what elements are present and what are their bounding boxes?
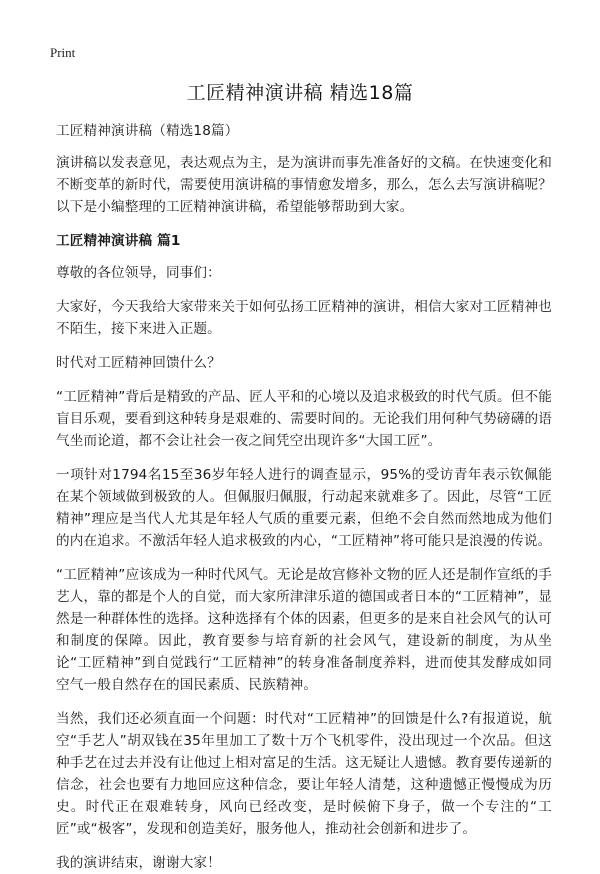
page-title: 工匠精神演讲稿 精选18篇 <box>186 82 414 104</box>
paragraph-body-4: 当然，我们还必须直面一个问题：时代对“工匠精神”的回馈是什么?有报道说，航空“手艺人”胡双钱在35年里加工了数十万个飞机零件，没出现过一个次品。但这种手艺在过去并没有让他过上相对富足的生活。这无疑让人遗憾。教育要传递新的信念，社会也要有力地回应这种信念，要让年轻人清楚，这种遗憾正慢慢成为历史。时代正在艰难转身，风向已经改变，是时候俯下身子，做一个专注的“工匠”或“极客”，发现和创造美好，服务他人，推动社会创新和进步了。 <box>56 711 552 837</box>
paragraph-body-1: “工匠精神”背后是精致的产品、匠人平和的心境以及追求极致的时代气质。但不能盲目乐观，要看到这种转身是艰难的、需要时间的。无论我们用何种气势磅礴的语气坐而论道，都不会让社会一夜之间凭空出现许多“大国工匠”。 <box>56 389 552 449</box>
paragraph-salutation: 尊敬的各位领导，同事们： <box>56 265 221 281</box>
paragraph-body-2: 一项针对1794名15至36岁年轻人进行的调查显示，95%的受访青年表示钦佩能在某个领域做到极致的人。但佩服归佩服，行动起来就难多了。因此，尽管“工匠精神”理应是当代人尤其是年轻人气质的重要元素，但绝不会自然而然地成为他们的内在追求。不激活年轻人追求极致的内心，“工匠精神”将可能只是浪漫的传说。 <box>56 467 552 549</box>
document-subtitle: 工匠精神演讲稿（精选18篇） <box>56 123 239 139</box>
print-link[interactable]: Print <box>50 45 76 60</box>
document-body <box>56 120 552 874</box>
intro-paragraph: 演讲稿以发表意见，表达观点为主，是为演讲而事先准备好的文稿。在快速变化和不断变革的新时代，需要使用演讲稿的事情愈发增多，那么，怎么去写演讲稿呢？以下是小编整理的工匠精神演讲稿，希望能够帮助到大家。 <box>56 155 552 215</box>
paragraph-question: 时代对工匠精神回馈什么？ <box>56 355 221 371</box>
paragraph-body-3: “工匠精神”应该成为一种时代风气。无论是故宫修补文物的匠人还是制作宣纸的手艺人，靠的都是个人的自觉，而大家所津津乐道的德国或者日本的“工匠精神”，显然是一种群体性的选择。这种选择有个体的因素，但更多的是来自社会风气的认可和制度的保障。因此，教育要参与培育新的社会风气，建设新的制度，为从坐论“工匠精神”到自觉践行“工匠精神”的转身准备制度养料，进而使其发酵成如同空气一般自然存在的国民素质、民族精神。 <box>56 567 552 693</box>
section-heading: 工匠精神演讲稿 篇1 <box>56 233 181 249</box>
paragraph-opening: 大家好，今天我给大家带来关于如何弘扬工匠精神的演讲，相信大家对工匠精神也不陌生，接下来进入正题。 <box>56 299 552 337</box>
paragraph-closing: 我的演讲结束，谢谢大家！ <box>56 855 221 871</box>
